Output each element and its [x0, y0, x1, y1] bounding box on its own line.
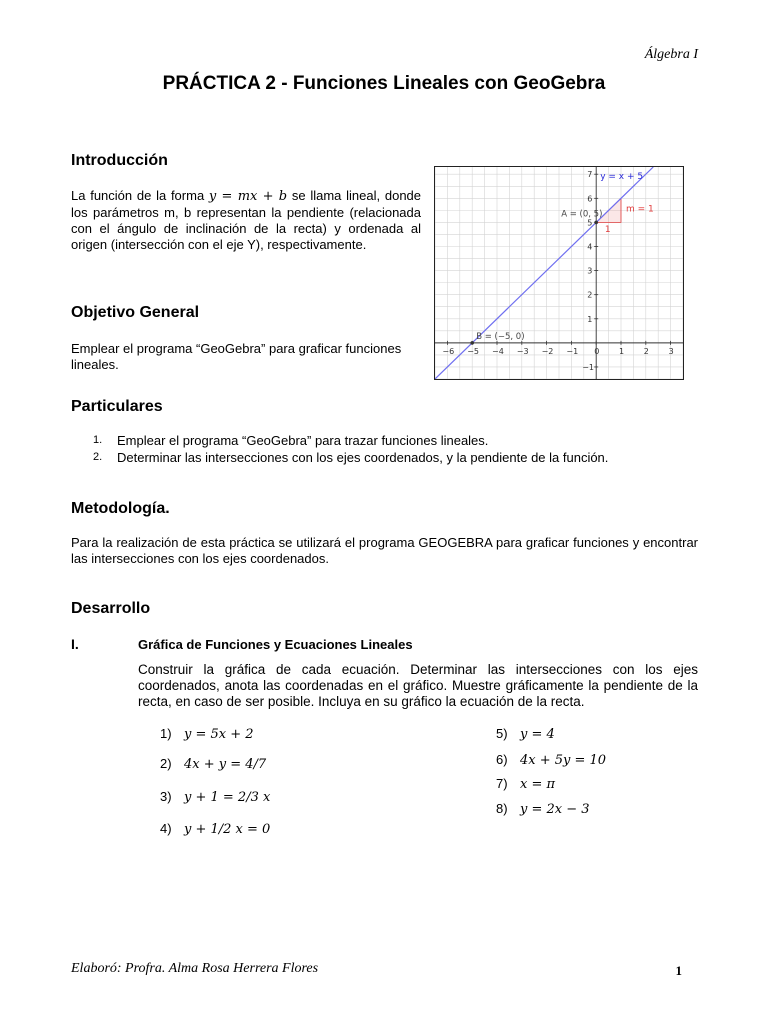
- list-item: [71, 449, 711, 466]
- development-heading: Desarrollo: [71, 600, 151, 617]
- intro-formula: y = mx + b: [208, 189, 288, 204]
- list-item-text: Emplear el programa “GeoGebra” para trazar funciones lineales.: [117, 433, 489, 448]
- equation-expr: 4x + 5y = 10: [520, 753, 607, 768]
- y-tick-label: 4: [587, 242, 593, 252]
- section-number: I.: [71, 636, 79, 652]
- page-title: PRÁCTICA 2 - Funciones Lineales con GeoGebra: [162, 73, 606, 94]
- y-tick-label: 5: [587, 218, 593, 228]
- x-tick-label: 0: [594, 346, 600, 356]
- equation-number: 1): [160, 726, 172, 741]
- y-tick-label: 7: [587, 170, 593, 180]
- equation-expr: 4x + y = 4/7: [184, 757, 267, 772]
- x-tick-label: −3: [516, 346, 529, 356]
- particular-objectives-list: [71, 432, 711, 466]
- x-tick-label: −6: [442, 346, 455, 356]
- page-number: 1: [675, 963, 682, 978]
- equation-expr: y + 1/2 x = 0: [184, 822, 271, 837]
- point-label: B = (−5, 0): [476, 331, 525, 342]
- list-item-text: Determinar las intersecciones con los ejes coordenados, y la pendiente de la función.: [117, 450, 609, 465]
- equation-number: 5): [496, 726, 508, 741]
- geogebra-graph: [434, 166, 684, 380]
- equation-item: [160, 756, 266, 772]
- point-marker: [470, 341, 474, 345]
- x-tick-label: −5: [467, 346, 479, 356]
- x-tick-label: 2: [643, 346, 649, 356]
- general-objective-heading: Objetivo General: [71, 304, 200, 321]
- course-header: Álgebra I: [644, 47, 698, 62]
- point-label: A = (0, 5): [561, 209, 603, 220]
- equation-number: 3): [160, 789, 172, 804]
- list-item-number: 1.: [93, 434, 103, 446]
- y-tick-label: 1: [587, 314, 593, 324]
- intro-text-after: se llama lineal, donde los parámetros m, b representan la pendiente (relacionada con el ángulo de inclinación de la recta) y ordenada al origen (intersección con el eje Y), respectivamente.: [71, 188, 422, 252]
- x-tick-label: 3: [668, 346, 674, 356]
- x-tick-label: −1: [566, 346, 579, 356]
- intro-heading: Introducción: [71, 152, 168, 169]
- section-instructions: Construir la gráfica de cada ecuación. Determinar las intersecciones con los ejes coordenados, anota las coordenadas en el gráfico. Muestre gráficamente la pendiente de la recta, en caso de ser posible. Incluya en su gráfico la ecuación de la recta.: [138, 662, 698, 709]
- equation-item: [496, 801, 590, 817]
- equation-item: [160, 789, 270, 805]
- equation-number: 7): [496, 776, 508, 791]
- equation-number: 2): [160, 756, 172, 771]
- y-tick-label: −1: [582, 362, 594, 372]
- particular-objectives-heading: Particulares: [71, 398, 163, 415]
- list-item-number: 2.: [93, 451, 103, 463]
- series-label: y = x + 5: [600, 172, 644, 183]
- equation-item: [496, 726, 555, 742]
- slope-label: m = 1: [625, 204, 654, 215]
- intro-paragraph: [71, 188, 421, 253]
- y-tick-label: 2: [587, 290, 593, 300]
- general-objective-text: Emplear el programa “GeoGebra” para graficar funciones lineales.: [71, 341, 402, 372]
- list-item: [71, 432, 711, 449]
- slope-run-label: 1: [604, 225, 611, 236]
- y-tick-label: 6: [587, 194, 593, 204]
- section-title: Gráfica de Funciones y Ecuaciones Lineales: [138, 637, 413, 652]
- equation-item: [496, 776, 555, 792]
- x-tick-label: −2: [541, 346, 554, 356]
- point-marker: [594, 221, 598, 225]
- equation-number: 4): [160, 821, 172, 836]
- x-tick-label: 1: [619, 346, 625, 356]
- methodology-heading: Metodología.: [71, 500, 170, 517]
- equation-number: 6): [496, 752, 508, 767]
- equation-item: [496, 752, 606, 768]
- equation-expr: y = 5x + 2: [184, 727, 254, 742]
- equation-item: [160, 821, 270, 837]
- author-footer: Elaboró: Profra. Alma Rosa Herrera Flores: [71, 961, 319, 976]
- equation-expr: x = π: [520, 777, 556, 792]
- equation-number: 8): [496, 801, 508, 816]
- y-tick-label: 3: [587, 266, 593, 276]
- equation-item: [160, 726, 254, 742]
- equation-expr: y = 2x − 3: [520, 802, 590, 817]
- equation-expr: y = 4: [520, 727, 555, 742]
- methodology-text: Para la realización de esta práctica se utilizará el programa GEOGEBRA para graficar funciones y encontrar las intersecciones con los ejes coordenados.: [71, 535, 698, 566]
- x-tick-label: −4: [492, 346, 504, 356]
- intro-text-before: La función de la forma: [71, 188, 209, 203]
- equation-expr: y + 1 = 2/3 x: [184, 790, 271, 805]
